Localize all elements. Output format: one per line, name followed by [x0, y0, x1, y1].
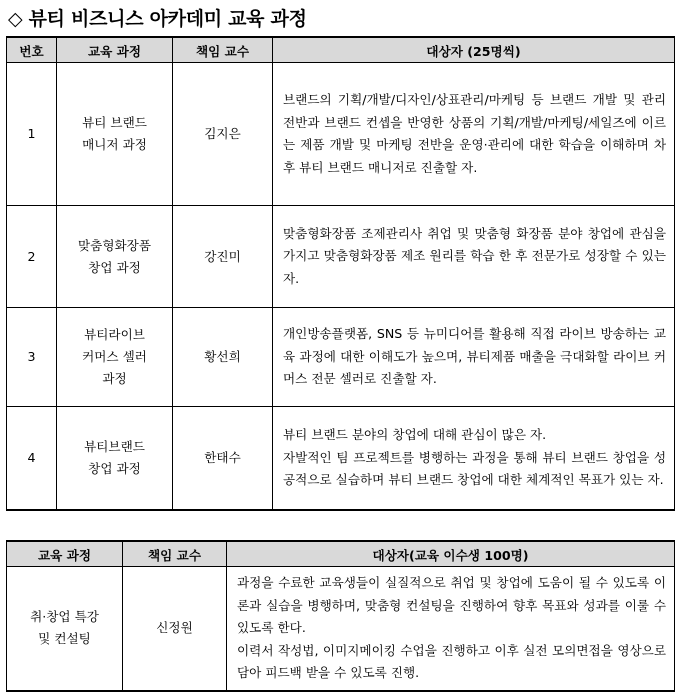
curriculum-table [6, 36, 675, 511]
target-description: 뷰티 브랜드 분야의 창업에 대해 관심이 많은 자. 자발적인 팀 프로젝트를 병행하는 과정을 통해 뷰티 브랜드 창업을 성공적으로 실습하며 뷰티 브랜드 창업에 대한 체계적인 목표가 있는 자. [273, 407, 675, 510]
table-header-row [7, 541, 675, 567]
row-number: 1 [7, 63, 57, 206]
course-name: 뷰티브랜드 창업 과정 [57, 407, 173, 510]
target-description: 개인방송플랫폼, SNS 등 뉴미디어를 활용해 직접 라이브 방송하는 교육 과정에 대한 이해도가 높으며, 뷰티제품 매출을 극대화할 라이브 커머스 전문 셀러로 진출할 자. [273, 308, 675, 407]
header-professor: 책임 교수 [123, 541, 227, 567]
course-name: 취·창업 특강 및 컨설팅 [7, 567, 123, 691]
professor-name: 황선희 [173, 308, 273, 407]
table-row [7, 206, 675, 308]
course-name: 뷰티라이브 커머스 셀러 과정 [57, 308, 173, 407]
professor-name: 한태수 [173, 407, 273, 510]
table-row [7, 567, 675, 691]
target-description: 맞춤형화장품 조제관리사 취업 및 맞춤형 화장품 분야 창업에 관심을 가지고 맞춤형화장품 제조 원리를 학습 한 후 전문가로 성장할 수 있는 자. [273, 206, 675, 308]
header-course: 교육 과정 [57, 37, 173, 63]
row-number: 2 [7, 206, 57, 308]
course-name: 맞춤형화장품 창업 과정 [57, 206, 173, 308]
row-number: 4 [7, 407, 57, 510]
course-name: 뷰티 브랜드 매니저 과정 [57, 63, 173, 206]
header-professor: 책임 교수 [173, 37, 273, 63]
table-row [7, 63, 675, 206]
target-description: 브랜드의 기획/개발/디자인/상표관리/마케팅 등 브랜드 개발 및 관리 전반과 브랜드 컨셉을 반영한 상품의 기획/개발/마케팅/세일즈에 이르는 제품 개발 및 마케팅 전반을 운영·관리에 대한 학습을 이해하며 차후 뷰티 브랜드 매니저로 진출할 자. [273, 63, 675, 206]
header-target: 대상자(교육 이수생 100명) [227, 541, 675, 567]
table-row [7, 308, 675, 407]
professor-name: 강진미 [173, 206, 273, 308]
professor-name: 김지은 [173, 63, 273, 206]
professor-name: 신정원 [123, 567, 227, 691]
table-header-row [7, 37, 675, 63]
header-target: 대상자 (25명씩) [273, 37, 675, 63]
row-number: 3 [7, 308, 57, 407]
table-row [7, 407, 675, 510]
header-course: 교육 과정 [7, 541, 123, 567]
page-title: ◇ 뷰티 비즈니스 아카데미 교육 과정 [8, 8, 307, 30]
target-description: 과정을 수료한 교육생들이 실질적으로 취업 및 창업에 도움이 될 수 있도록 이론과 실습을 병행하며, 맞춤형 컨설팅을 진행하여 향후 목표와 성과를 이룰 수 있도록 한다. 이력서 작성법, 이미지메이킹 수업을 진행하고 이후 실전 모의면접을 영상으로 담아 피드백 받을 수 있도록 진행. [227, 567, 675, 691]
consulting-table [6, 540, 675, 692]
header-number: 번호 [7, 37, 57, 63]
